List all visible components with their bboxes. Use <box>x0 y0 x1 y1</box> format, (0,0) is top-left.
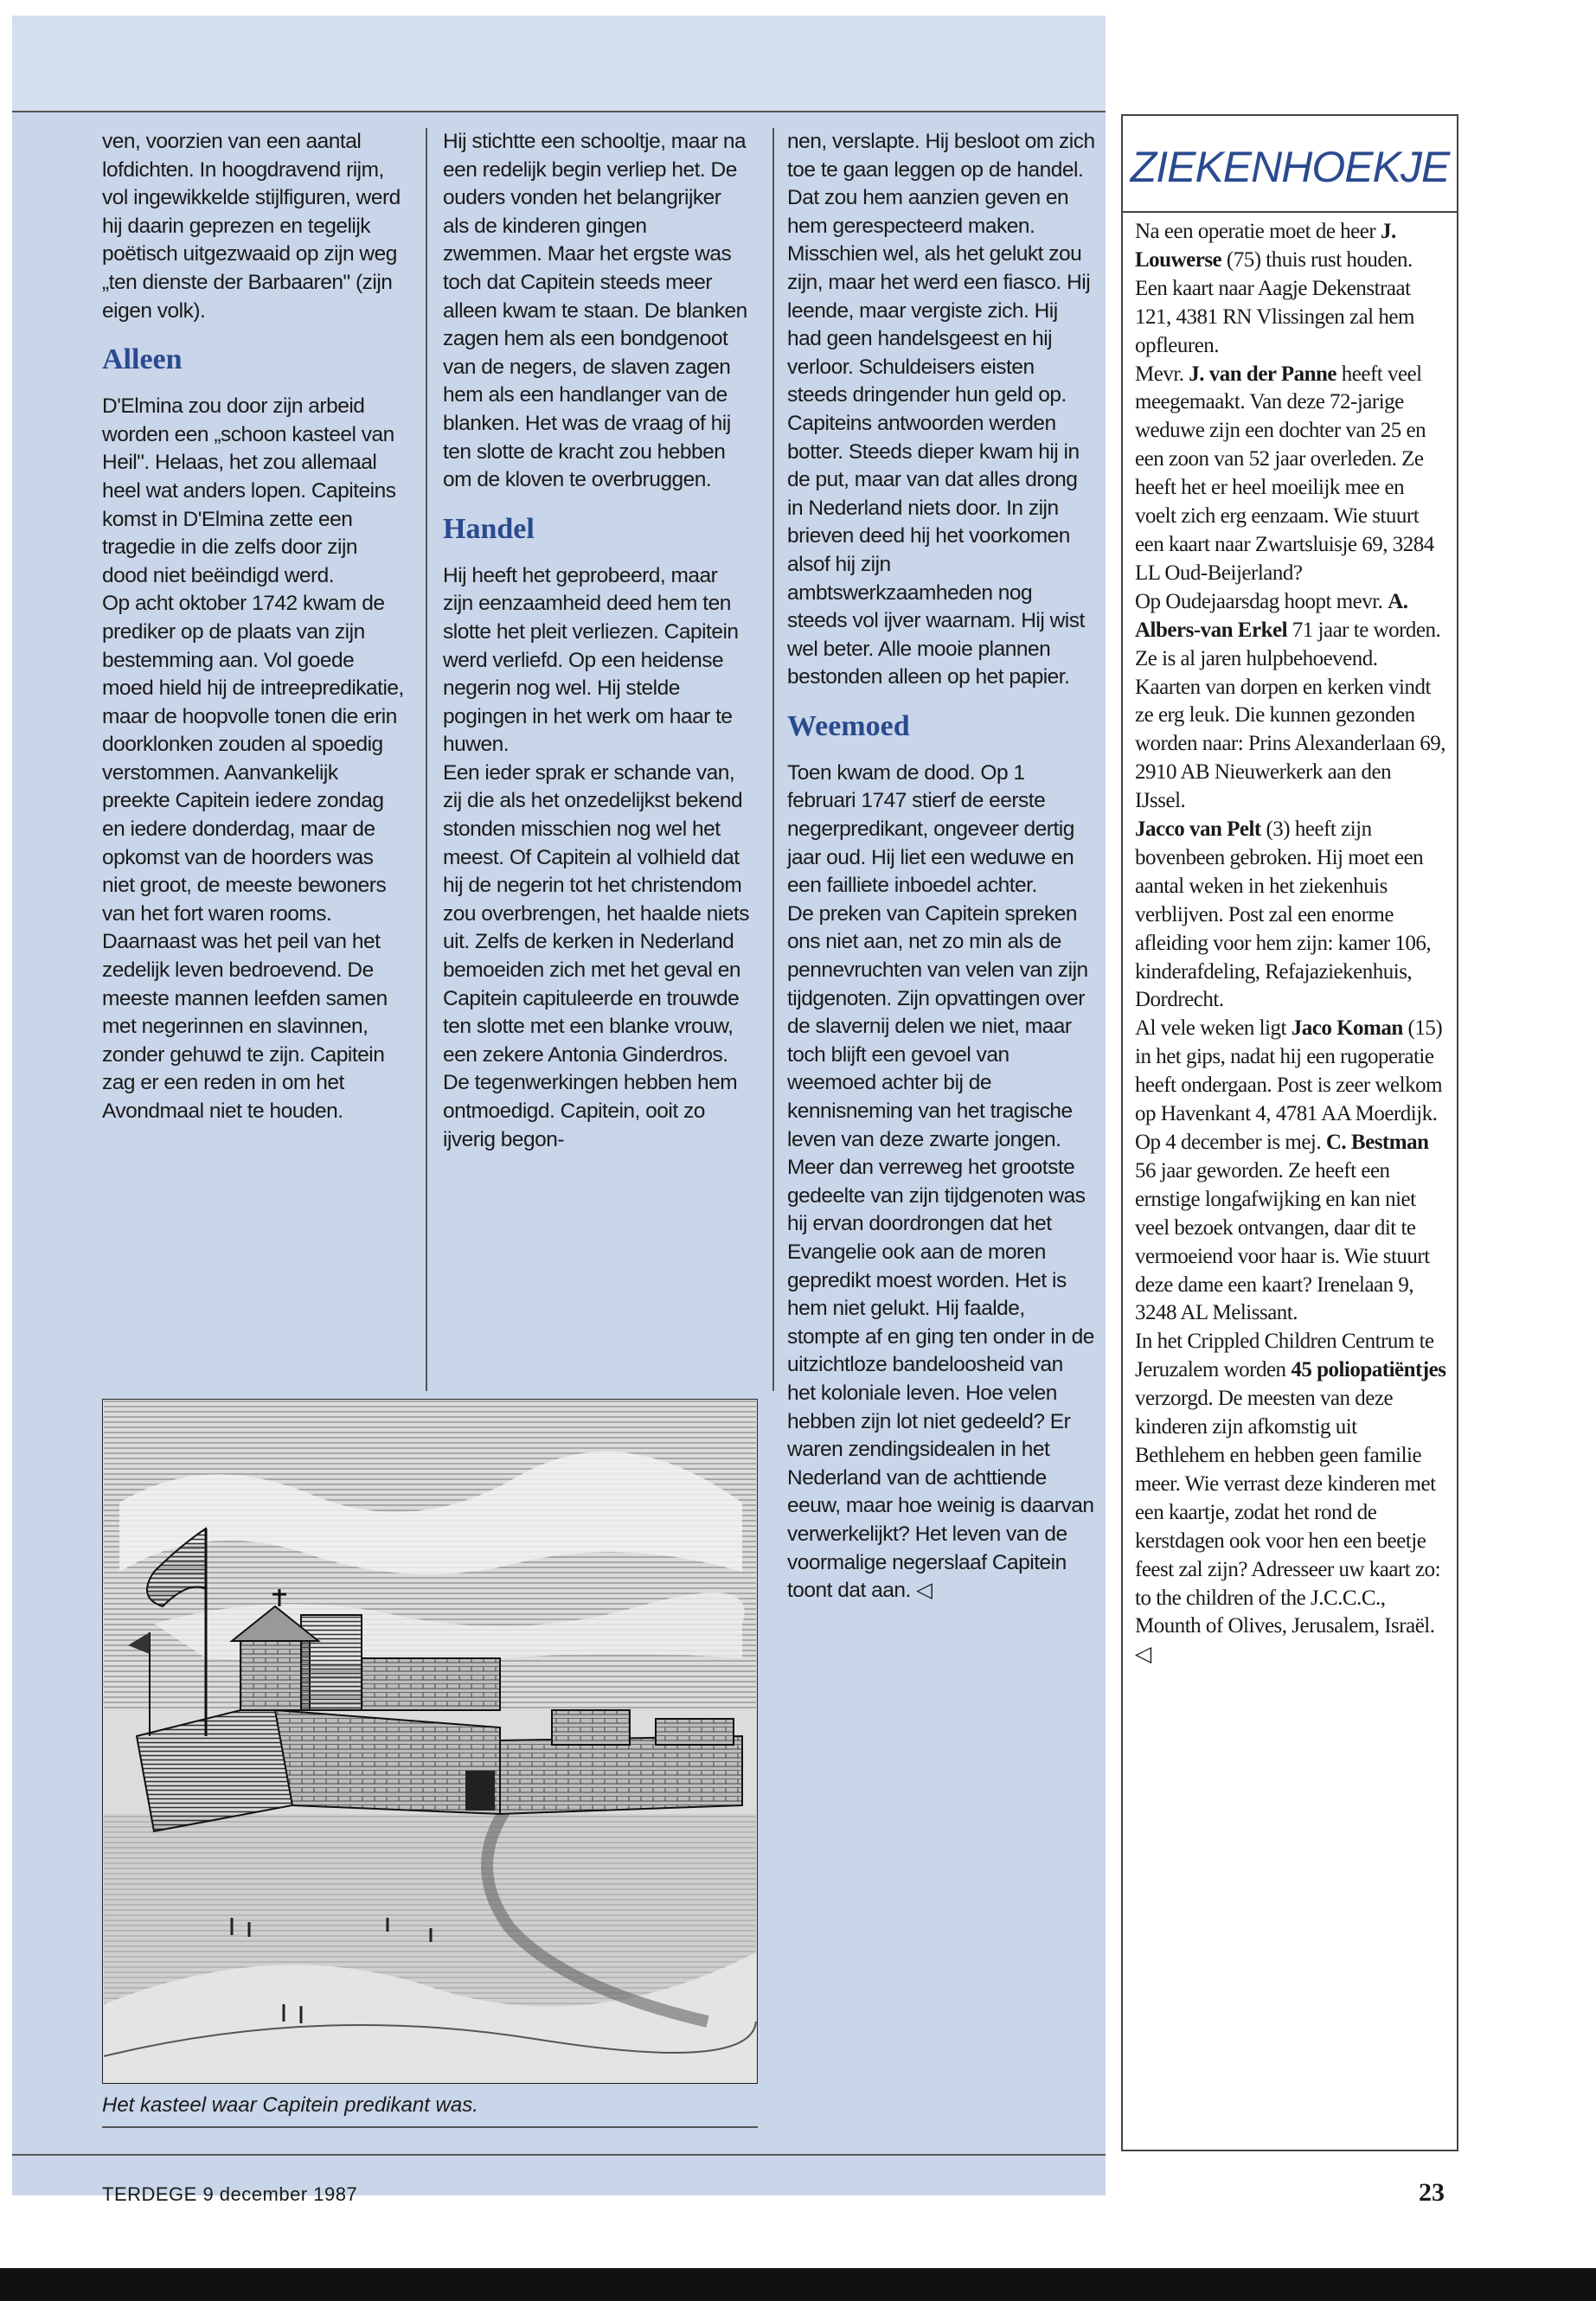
col2-paragraph-3: Een ieder sprak er schande van, zij die als het onzedelijkst bekend stonden misschien nog wel het meest. Of Capitein al volhield dat hij de negerin tot het christendom zou overbrengen, het haalde niets uit. Zelfs de kerken in Nederland bemoeiden zich met het geval en Capitein capituleerde en trouwde ten slotte met een blanke vrouw, een zekere Antonia Ginderdros. <box>443 760 749 1067</box>
col2-paragraph-1: Hij stichtte een schooltje, maar na een redelijk begin verliep het. De ouders vonden het belangrijker als de kinderen gingen zwemmen. Maar het ergste was toch dat Capitein steeds meer alleen kwam te staan. De blanken zagen hem als een bondgenoot van de negers, de slaven zagen hem als een handlanger van de blanken. Het was de vraag of hij ten slotte de kracht zou hebben om de kloven te overbruggen. <box>443 130 747 492</box>
sidebar-text <box>1135 218 1446 1670</box>
castle-engraving <box>102 1399 758 2084</box>
heading-handel: Handel <box>443 512 535 545</box>
col1-paragraph-3: Op acht oktober 1742 kwam de prediker op de plaats van zijn bestemming aan. Vol goede moed hield hij de intreepredikatie, maar de hoopvolle tonen die erin doorklonken zouden al spoedig verstommen. Aanvankelijk preekte Capitein iedere zondag en iedere donderdag, maar de opkomst van de hoorders was niet groot, de meeste bewoners van het fort waren rooms. Daarnaast was het peil van het zedelijk leven bedroevend. De meeste mannen leefden samen met negerinnen en slavinnen, zonder gehuwd te zijn. Capitein zag er een reden in om het Avondmaal niet te houden. <box>102 592 404 1123</box>
article-column-2 <box>443 128 751 1154</box>
article-column-3 <box>787 128 1095 1606</box>
footer-rule <box>12 2154 1106 2156</box>
col1-paragraph-2: D'Elmina zou door zijn arbeid worden een „schoon kasteel van Heil". Helaas, het zou allemaal heel wat anders lopen. Capiteins komst in D'Elmina zette een tragedie in die zelfs door zijn dood niet beëindigd werd. <box>102 394 396 587</box>
footer-issue: TERDEGE 9 december 1987 <box>102 2183 358 2205</box>
page-number: 23 <box>1419 2178 1445 2207</box>
heading-alleen: Alleen <box>102 343 183 376</box>
sidebar-ziekenhoekje <box>1121 114 1458 2151</box>
column-rule-2 <box>772 128 774 1391</box>
col2-paragraph-2: Hij heeft het geprobeerd, maar zijn eenzaamheid deed hem ten slotte het pleit verliezen. Capitein werd verliefd. Op een heidense negerin nog wel. Hij stelde pogingen in het werk om haar te huwen. <box>443 563 739 757</box>
top-strip <box>12 16 1106 111</box>
sidebar-entry: In het Crippled Children Centrum te Jeruzalem worden 45 poliopatiëntjes verzorgd. De meesten van deze kinderen zijn afkomstig uit Bethlehem en hebben geen familie meer. Wie verrast deze kinderen met een kaartje, zodat het rond de kerstdagen ook voor hen een beetje feest zal zijn? Adresseer uw kaart zo: to the children of the J.C.C.C., Mounth of Olives, Jerusalem, Israël. ◁ <box>1135 1330 1446 1667</box>
caption-rule <box>102 2126 758 2128</box>
article-column-1 <box>102 128 407 1126</box>
col1-paragraph-1: ven, voorzien van een aantal lofdichten. In hoogdravend rijm, vol ingewikkelde stijlfiguren, werd hij daarin geprezen en tegelijk poëtisch uitgezwaaid op zijn weg „ten dienste der Barbaaren" (zijn eigen volk). <box>102 130 401 323</box>
top-rule <box>12 111 1106 112</box>
col3-paragraph-1: nen, verslapte. Hij besloot om zich toe te gaan leggen op de handel. Dat zou hem aanzien geven en hem gerespecteerd maken. Misschien wel, als het gelukt zou zijn, maar het werd een fiasco. Hij leende, maar vergiste zich. Hij had geen handelsgeest en hij verloor. Schuldeisers eisten steeds dringender hun geld op. Capiteins antwoorden werden botter. Steeds dieper kwam hij in de put, maar van dat alles drong in Nederland niets door. In zijn brieven deed hij het voorkomen alsof hij zijn ambtswerkzaamheden nog steeds vol ijver waarnam. Hij wist wel beter. Alle mooie plannen bestonden alleen op het papier. <box>787 130 1095 689</box>
sidebar-entry: Na een operatie moet de heer J. Louwerse (75) thuis rust houden. Een kaart naar Aagje Dekenstraat 121, 4381 RN Vlissingen zal hem opfleuren. <box>1135 220 1414 357</box>
col3-paragraph-3: De preken van Capitein spreken ons niet aan, net zo min als de pennevruchten van velen van zijn tijdgenoten. Zijn opvattingen over de slavernij delen we niet, maar toch blijft een gevoel van weemoed achter bij de kennisneming van het tragische leven van deze zwarte jongen. Meer dan verreweg het grootste gedeelte van zijn tijdgenoten was hij ervan doordrongen dat het Evangelie ook aan de moren gepredikt moest worden. Het is hem niet gelukt. Hij faalde, stompte af en ging ten onder in de uitzichtloze bandeloosheid van het koloniale leven. Hoe velen hebben zijn lot niet gedeeld? Er waren zendingsidealen in het Nederland van de achttiende eeuw, maar hoe weinig is daarvan verwerkelijkt? Het leven van de voormalige negerslaaf Capitein toont dat aan. ◁ <box>787 901 1094 1603</box>
sidebar-title: ZIEKENHOEKJE <box>1130 143 1450 191</box>
col3-paragraph-2: Toen kwam de dood. Op 1 februari 1747 stierf de eerste negerpredikant, ongeveer dertig jaar oud. Hij liet een weduwe en een failliete inboedel achter. <box>787 760 1074 898</box>
illustration-caption: Het kasteel waar Capitein predikant was. <box>102 2093 478 2117</box>
sidebar-entry: Op Oudejaarsdag hoopt mevr. A. Albers-van Erkel 71 jaar te worden. Ze is al jaren hulpbehoevend. Kaarten van dorpen en kerken vindt ze erg leuk. Die kunnen gezonden worden naar: Prins Alexanderlaan 69, 2910 AB Nieuwerkerk aan den IJssel. <box>1135 589 1445 813</box>
sidebar-entry: Op 4 december is mej. C. Bestman 56 jaar geworden. Ze heeft een ernstige longafwijking en kan niet veel bezoek ontvangen, daar dit te vermoeiend voor haar is. Wie stuurt deze dame een kaart? Irenelaan 9, 3248 AL Melissant. <box>1135 1131 1430 1325</box>
sidebar-entry: Al vele weken ligt Jaco Koman (15) in het gips, nadat hij een rugoperatie heeft ondergaan. Post is zeer welkom op Havenkant 4, 4781 AA Moerdijk. <box>1135 1016 1443 1126</box>
column-rule-1 <box>426 128 427 1391</box>
col2-paragraph-4: De tegenwerkingen hebben hem ontmoedigd. Capitein, ooit zo ijverig begon- <box>443 1071 738 1151</box>
sidebar-entry: Mevr. J. van der Panne heeft veel meegemaakt. Van deze 72-jarige weduwe zijn een dochter van 25 en een zoon van 52 jaar overleden. Ze heeft het er heel moeilijk mee en voelt zich erg eenzaam. Wie stuurt een kaart naar Zwartsluisje 69, 3284 LL Oud-Beijerland? <box>1135 362 1434 585</box>
bottom-scan-edge <box>0 2268 1596 2301</box>
heading-weemoed: Weemoed <box>787 709 910 742</box>
sidebar-title-rule <box>1123 211 1457 213</box>
sidebar-entry: Jacco van Pelt (3) heeft zijn bovenbeen gebroken. Hij moet een aantal weken in het ziekenhuis verblijven. Post zal een enorme afleiding voor hem zijn: kamer 106, kinderafdeling, Refajaziekenhuis, Dordrecht. <box>1135 817 1432 1012</box>
